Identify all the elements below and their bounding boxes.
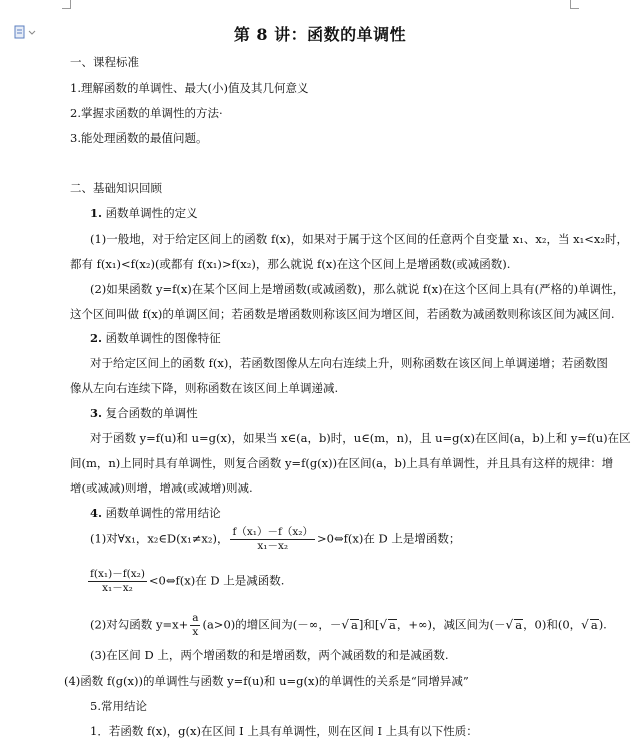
subheading-graph-features	[90, 330, 221, 346]
fraction-numerator: a	[192, 612, 199, 624]
fraction-numerator: f(x₁)－f(x₂)	[90, 568, 145, 580]
subheading-text: 函数单调性的图像特征	[105, 331, 221, 345]
subheading-text: 复合函数的单调性	[105, 406, 198, 420]
conclusion-text: (1)对∀x₁，x₂∈D(x₁≠x₂)，	[90, 531, 229, 546]
conclusion-text: ，0)和(0，	[523, 617, 582, 632]
composite-line1: 对于函数 y=f(u)和 u=g(x)，如果当 x∈(a，b)时，u∈(m，n)，且 u=g(x)在区间(a，b)上和 y=f(u)在区	[90, 431, 631, 445]
sqrt-radicand: a	[350, 617, 358, 632]
fraction	[88, 568, 147, 595]
graph-features-line1: 对于给定区间上的函数 f(x)，若函数图像从左向右连续上升，则称函数在该区间上单调递增；若函数图	[90, 356, 608, 370]
subheading-composite	[90, 405, 198, 421]
section-heading-basics: 二、基础知识回顾	[70, 181, 162, 195]
conclusion-4: (4)函数 f(g(x))的单调性与函数 y=f(u)和 u=g(x)的单调性的关系是“同增异减”	[64, 674, 469, 688]
page-title: 第 8 讲：函数的单调性	[233, 25, 407, 44]
conclusion-1-increasing	[90, 526, 460, 553]
fraction-denominator: x₁－x₂	[257, 540, 289, 552]
page-corner-mark-right	[570, 0, 579, 9]
conclusion-text: <0⇔f(x)在 D 上是减函数.	[148, 573, 285, 588]
subheading-number: 2.	[90, 331, 103, 345]
subheading-common-conclusions: 5.常用结论	[90, 699, 147, 713]
fraction-numerator: f（x₁）－f（x₂）	[232, 526, 314, 538]
common-conclusions-line1: 1．若函数 f(x)，g(x)在区间 I 上具有单调性，则在区间 I 上具有以下性质：	[90, 724, 478, 738]
graph-features-line2: 像从左向右连续下降，则称函数在该区间上单调递减.	[70, 381, 339, 395]
definition-p1-line1: (1)一般地，对于给定区间上的函数 f(x)，如果对于属于这个区间的任意两个自变量 x₁、x₂，当 x₁<x₂时，	[90, 232, 628, 246]
subheading-number: 1.	[90, 206, 103, 220]
conclusion-3: (3)在区间 D 上，两个增函数的和是增函数，两个减函数的和是减函数.	[90, 648, 449, 662]
subheading-text: 函数单调性的常用结论	[105, 506, 221, 520]
definition-p2-line1: (2)如果函数 y=f(x)在某个区间上是增函数(或减函数)，那么就说 f(x)在这个区间上具有(严格的)单调性，	[90, 282, 625, 296]
conclusion-text: (2)对勾函数 y=x+	[90, 617, 189, 632]
subheading-conclusions	[90, 505, 221, 521]
sqrt-radicand: a	[590, 617, 598, 632]
subheading-text: 函数单调性的定义	[105, 206, 198, 220]
conclusion-1-decreasing	[86, 568, 284, 595]
curriculum-item-2: 2.掌握求函数的单调性的方法·	[70, 106, 223, 120]
curriculum-item-3: 3.能处理函数的最值问题。	[70, 131, 208, 145]
sqrt-radicand: a	[515, 617, 523, 632]
conclusion-2-tick-function: (2)对勾函数 y=x+ $\frac{a}{x}$ (a>0)的增区间为(－∞，－√ a]和[√ a，+∞)，减区间为(－√ a，0)和(0，√ a).	[90, 612, 607, 638]
composite-line3: 增(或减减)则增，增减(或减增)则减.	[70, 481, 253, 495]
section-heading-curriculum: 一、课程标准	[70, 55, 139, 69]
subheading-number: 4.	[90, 506, 103, 520]
conclusion-text: ).	[598, 617, 607, 632]
subheading-definition	[90, 205, 198, 221]
subheading-number: 3.	[90, 406, 103, 420]
conclusion-text: ]和[	[358, 617, 380, 632]
fraction	[190, 612, 200, 639]
sqrt-radicand: a	[388, 617, 396, 632]
definition-p1-line2: 都有 f(x₁)<f(x₂)(或都有 f(x₁)>f(x₂)，那么就说 f(x)在这个区间上是增函数(或减函数).	[70, 257, 511, 271]
curriculum-item-1: 1.理解函数的单调性、最大(小)值及其几何意义	[70, 81, 309, 95]
conclusion-text: (a>0)的增区间为(－∞，－	[202, 617, 342, 632]
page-corner-mark-left	[62, 0, 71, 9]
definition-p2-line2: 这个区间叫做 f(x)的单调区间；若函数是增函数则称该区间为增区间，若函数为减函数则称该区间为减区间.	[70, 307, 615, 321]
fraction-denominator: x₁－x₂	[102, 582, 133, 594]
composite-line2: 间(m，n)上同时具有单调性，则复合函数 y=f(g(x))在区间(a，b)上具有单调性，并且具有这样的规律：增	[70, 456, 614, 470]
conclusion-text: ，+∞)，减区间为(－	[396, 617, 506, 632]
fraction-denominator: x	[192, 626, 199, 638]
fraction	[230, 526, 315, 553]
conclusion-text: >0⇔f(x)在 D 上是增函数；	[317, 531, 461, 546]
